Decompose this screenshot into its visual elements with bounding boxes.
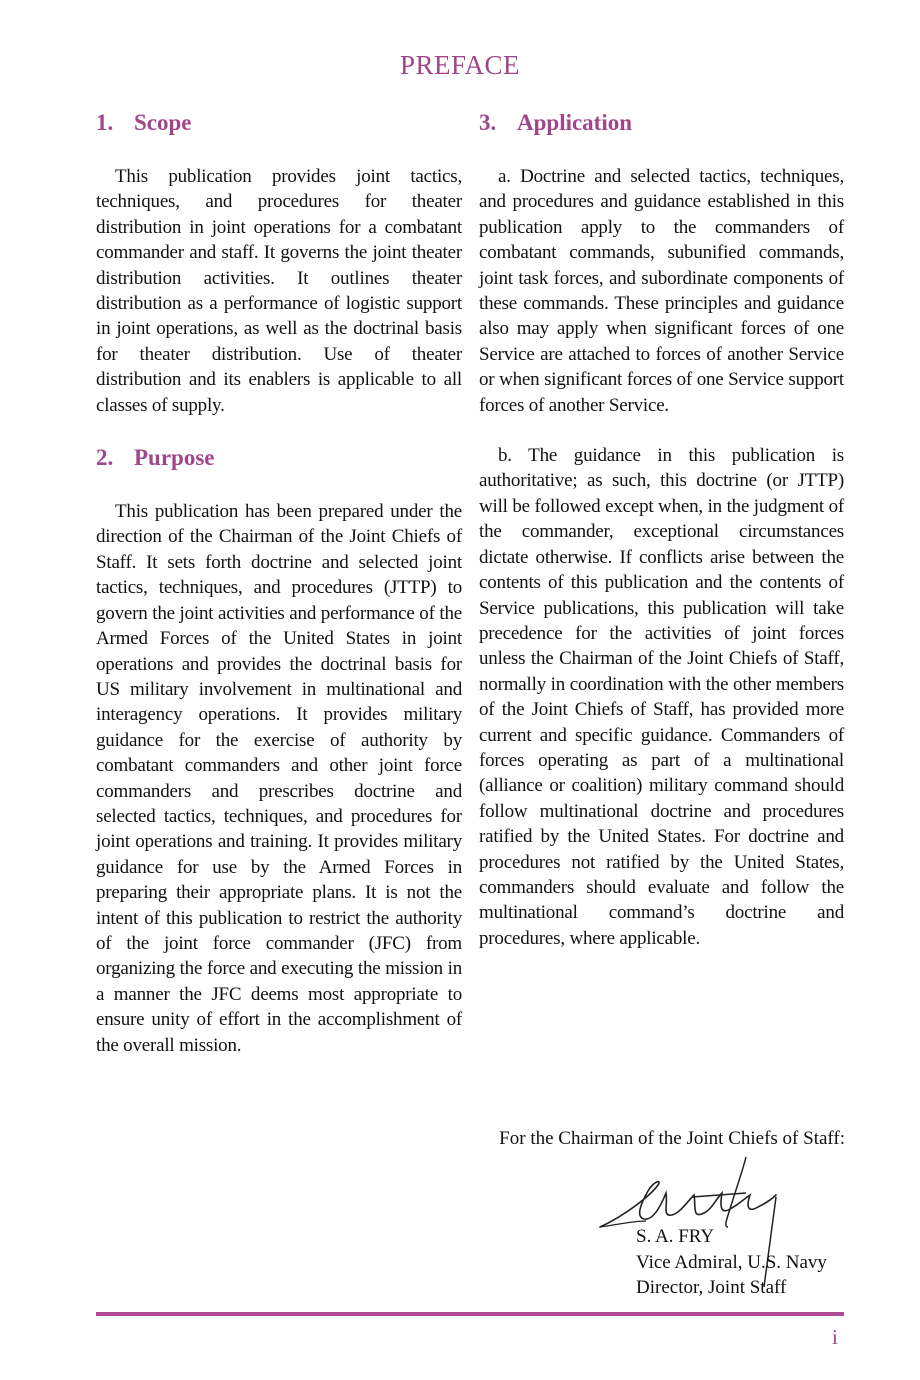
section-heading-purpose (96, 443, 462, 473)
signature-block (636, 1224, 827, 1301)
signer-rank: Vice Admiral, U.S. Navy (636, 1251, 827, 1273)
section-heading-scope (96, 108, 462, 138)
page-title: PREFACE (399, 50, 521, 80)
spacer (96, 418, 462, 443)
section-number: 3. (479, 110, 497, 135)
left-column (96, 108, 462, 1058)
scope-paragraph: This publication provides joint tactics, techniques, and procedures for theater distribution in joint operations for a combatant commander and staff. It governs the joint theater distribution activities. It outlines theater distribution as a performance of logistic support in joint operations, as well as the doctrinal basis for theater distribution. Use of theater distribution and its enablers is applicable to all classes of supply. (96, 166, 462, 416)
section-title: Application (517, 110, 633, 135)
section-title: Purpose (134, 445, 215, 471)
signature-intro: For the Chairman of the Joint Chiefs of Staff: (499, 1128, 845, 1149)
signer-name: S. A. FRY (636, 1226, 715, 1247)
section-number: 2. (96, 445, 114, 471)
purpose-paragraph: This publication has been prepared under the direction of the Chairman of the Joint Chiefs of Staff. It sets forth doctrine and selected joint tactics, techniques, and procedures (JTTP) to govern the joint activities and performance of the Armed Forces of the United States in joint operations and provides the doctrinal basis for US military involvement in multinational and interagency operations. It provides military guidance for the exercise of authority by combatant commanders and other joint force commanders and prescribes doctrine and selected tactics, techniques, and procedures for joint operations and training. It provides military guidance for use by the Armed Forces in preparing their appropriate plans. It is not the intent of this publication to restrict the authority of the joint force commander (JFC) from organizing the force and executing the mission in a manner the JFC deems most appropriate to ensure unity of effort in the accomplishment of the overall mission. (96, 501, 462, 1056)
right-column (479, 108, 844, 951)
section-title: Scope (134, 110, 192, 135)
spacer (479, 418, 844, 443)
application-paragraph-a: a. Doctrine and selected tactics, techniques, and procedures and guidance established in this publication apply to the commanders of combatant commands, subunified commands, joint task forces, and subordinate components of these commands. These principles and guidance also may apply when significant forces of one Service are attached to forces of another Service or when significant forces of one Service support forces of another Service. (479, 166, 844, 416)
page-number: i (832, 1325, 838, 1349)
application-paragraph-b: b. The guidance in this publication is authoritative; as such, this doctrine (or JTTP) will be followed except when, in the judgment of the commander, exceptional circumstances dictate otherwise. If conflicts arise between the contents of this publication and the contents of Service publications, this publication will take precedence for the activities of joint forces unless the Chairman of the Joint Chiefs of Staff, normally in coordination with the other members of the Joint Chiefs of Staff, has provided more current and specific guidance. Commanders of forces operating as part of a multinational (alliance or coalition) military command should follow multinational doctrine and procedures ratified by the United States. For doctrine and procedures not ratified by the United States, commanders should evaluate and follow the multinational command’s doctrine and procedures, where applicable. (479, 445, 844, 949)
section-number: 1. (96, 110, 114, 135)
section-heading-application (479, 108, 844, 138)
signer-position: Director, Joint Staff (636, 1277, 787, 1298)
footer-rule (96, 1312, 844, 1316)
